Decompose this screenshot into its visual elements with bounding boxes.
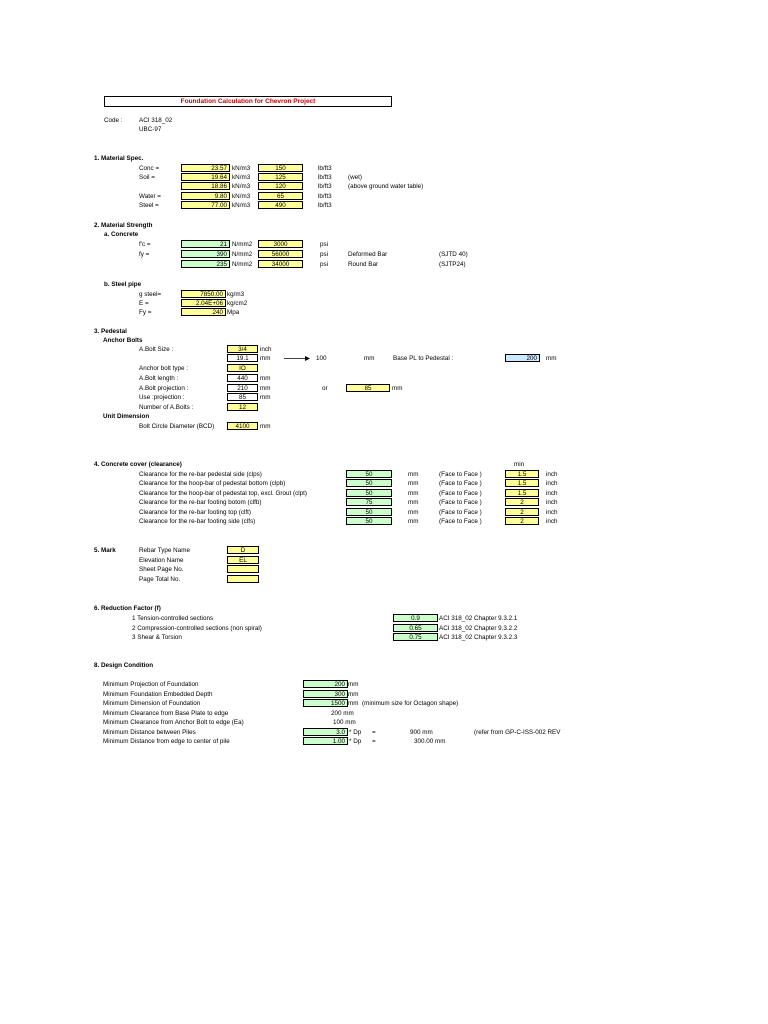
bolt-size-label: A.Bolt Size :: [139, 346, 174, 353]
design-value-cell[interactable]: 3.0: [303, 728, 348, 736]
design-label: Minimum Distance between Piles: [103, 729, 196, 736]
strength-std: (SJTP24): [439, 261, 466, 268]
mark-value-cell[interactable]: [227, 575, 259, 583]
steel-pipe-heading: b. Steel pipe: [104, 281, 142, 288]
cover-min-unit: inch: [546, 490, 558, 497]
spec-imp-cell[interactable]: 120: [258, 182, 303, 190]
bolt-type-label: Anchor bolt type :: [139, 365, 189, 372]
cover-min-unit: inch: [546, 480, 558, 487]
steel-value-cell[interactable]: 240: [181, 308, 226, 316]
spec-imp-unit: lb/ft3: [318, 183, 332, 190]
bcd-value-cell[interactable]: 4100: [227, 422, 258, 430]
reduction-ref: ACI 318_02 Chapter 9.3.2.2: [439, 625, 518, 632]
spec-imp-cell[interactable]: 150: [258, 164, 303, 172]
cover-unit: mm: [408, 509, 419, 516]
strength-si-unit: N/mm2: [232, 261, 253, 268]
cover-value-cell[interactable]: 50: [346, 479, 392, 487]
design-unit: mm: [348, 691, 359, 698]
unit-dimension-heading: Unit Dimension: [103, 413, 150, 420]
bolt-projection-cell[interactable]: 210: [227, 384, 258, 392]
strength-imp-unit: psi: [320, 261, 329, 268]
cover-value-cell[interactable]: 50: [346, 508, 392, 516]
design-eq: =: [372, 738, 376, 745]
cover-min-unit: inch: [546, 509, 558, 516]
strength-si-unit: N/mm2: [232, 251, 253, 258]
design-extra: (minimum size for Octagon shape): [362, 700, 459, 707]
spec-si-cell[interactable]: 19.64: [181, 173, 230, 181]
base-pl-label: Base PL to Pedestal :: [393, 355, 454, 362]
bcd-label: Bolt Circle Diameter (BCD): [139, 423, 215, 430]
cover-row-label: Clearance for the re-bar footing side (clfs): [139, 518, 256, 525]
code-label: Code :: [104, 117, 123, 124]
cover-row-label: Clearance for the hoop-bar of pedestal bottom (clpb): [139, 480, 286, 487]
reduction-label: 1 Tension-controlled sections: [132, 615, 214, 622]
base-pl-unit: mm: [546, 355, 557, 362]
design-label: Minimum Clearance from Anchor Bolt to edge (Ea): [103, 719, 244, 726]
use-projection-label: Use :projection :: [139, 394, 185, 401]
cover-min-cell[interactable]: 2: [505, 508, 539, 516]
reduction-ref: ACI 318_02 Chapter 9.3.2.1: [439, 615, 518, 622]
design-value-cell[interactable]: 200: [303, 680, 348, 688]
bolt-number-label: Number of A.Bolts :: [139, 404, 194, 411]
cover-min-header: min: [514, 461, 525, 468]
spec-si-unit: kN/m3: [232, 183, 251, 190]
design-unit: mm: [348, 700, 359, 707]
cover-min-cell[interactable]: 1.5: [505, 479, 539, 487]
steel-unit: kg/m3: [227, 291, 245, 298]
design-label: Minimum Projection of Foundation: [103, 681, 199, 688]
cover-note: (Face to Face ): [439, 509, 482, 516]
bolt-projection-unit: mm: [260, 385, 271, 392]
bolt-number-cell[interactable]: 12: [227, 403, 258, 411]
steel-unit: kg/cm2: [227, 300, 248, 307]
cover-row-label: Clearance for the re-bar footing top (clft): [139, 509, 251, 516]
bolt-length-label: A.Bolt length :: [139, 375, 179, 382]
cover-unit: mm: [408, 499, 419, 506]
spec-imp-unit: lb/ft3: [318, 202, 332, 209]
strength-imp-unit: psi: [320, 251, 329, 258]
design-heading: 8. Design Condition: [94, 662, 154, 669]
cover-min-cell[interactable]: 2: [505, 517, 539, 525]
cover-value-cell[interactable]: 50: [346, 489, 392, 497]
steel-unit: Mpa: [227, 309, 240, 316]
spec-si-cell[interactable]: 18.86: [181, 182, 230, 190]
spec-label: Steel =: [139, 202, 159, 209]
spec-si-cell[interactable]: 9.80: [181, 192, 230, 200]
or-label: or: [322, 385, 328, 392]
reduction-label: 2 Compression-controlled sections (non spiral): [132, 625, 262, 632]
cover-row-label: Clearance for the hoop-bar of pedestal top, excl. Grout (clpt): [139, 490, 308, 497]
strength-desc: Deformed Bar: [348, 251, 388, 258]
concrete-heading: a. Concrete: [104, 231, 139, 238]
design-label: Minimum Clearance from Base Plate to edge: [103, 710, 229, 717]
bolt-size-inch-unit: inch: [260, 346, 272, 353]
use-projection-cell[interactable]: 85: [227, 393, 258, 401]
bcd-unit: mm: [260, 423, 271, 430]
design-extra: (refer from GP-C-ISS-002 REV: [474, 729, 561, 736]
material-spec-heading: 1. Material Spec.: [94, 155, 144, 162]
cover-value-cell[interactable]: 50: [346, 517, 392, 525]
design-unit: mm: [348, 681, 359, 688]
cover-note: (Face to Face ): [439, 518, 482, 525]
code-value-1: ACI 318_02: [139, 117, 173, 124]
mark-label: Elevation Name: [139, 557, 184, 564]
cover-unit: mm: [408, 480, 419, 487]
cover-min-unit: inch: [546, 471, 558, 478]
or-value-cell[interactable]: 85: [346, 384, 390, 392]
spec-si-unit: kN/m3: [232, 174, 251, 181]
strength-si-unit: N/mm2: [232, 241, 253, 248]
reduction-ref: ACI 318_02 Chapter 9.3.2.3: [439, 634, 518, 641]
bolt-size-mm-unit: mm: [260, 355, 271, 362]
use-projection-unit: mm: [260, 394, 271, 401]
design-result: 900 mm: [410, 729, 433, 736]
cover-note: (Face to Face ): [439, 480, 482, 487]
mark-value-cell[interactable]: [227, 565, 259, 573]
spec-imp-cell[interactable]: 490: [258, 201, 303, 209]
strength-std: (SJTD 40): [439, 251, 468, 258]
pedestal-heading: 3. Pedestal: [94, 328, 127, 335]
reduction-value-cell[interactable]: 0.65: [393, 624, 438, 632]
spec-si-cell[interactable]: 23.57: [181, 164, 230, 172]
anchor-bolts-heading: Anchor Bolts: [103, 337, 143, 344]
mark-label: Sheet Page No.: [139, 566, 184, 573]
design-value-text: 100 mm: [333, 719, 356, 726]
design-value-cell[interactable]: 1500: [303, 699, 348, 707]
mark-label: Rebar Type Name: [139, 547, 190, 554]
design-value-cell[interactable]: 1.00: [303, 737, 348, 745]
or-unit: mm: [392, 385, 403, 392]
bolt-type-cell[interactable]: IO: [227, 364, 258, 372]
cover-min-unit: inch: [546, 518, 558, 525]
cover-row-label: Clearance for the re-bar footing botom (clfb): [139, 499, 262, 506]
cover-row-label: Clearance for the re-bar pedestal side (clps): [139, 471, 262, 478]
cover-min-cell[interactable]: 1.5: [505, 489, 539, 497]
spec-note: (wet): [348, 174, 362, 181]
strength-si-cell[interactable]: 235: [181, 260, 230, 268]
bolt-projection-label: A.Bolt projection :: [139, 385, 189, 392]
cover-min-unit: inch: [546, 499, 558, 506]
design-unit: * Dp: [349, 729, 362, 736]
spec-si-unit: kN/m3: [232, 193, 251, 200]
base-pl-value-cell[interactable]: 200: [505, 354, 540, 362]
mark-label: Page Total No.: [139, 576, 181, 583]
design-result: 300.00 mm: [414, 738, 446, 745]
spec-si-cell[interactable]: 77.00: [181, 201, 230, 209]
material-strength-heading: 2. Material Strength: [94, 222, 153, 229]
code-value-2: UBC-97: [139, 126, 162, 133]
design-label: Minimum Distance from edge to center of pile: [103, 738, 230, 745]
cover-unit: mm: [408, 471, 419, 478]
mark-value-cell[interactable]: EL: [227, 556, 259, 564]
strength-imp-cell[interactable]: 3000: [258, 240, 303, 248]
spec-imp-unit: lb/ft3: [318, 193, 332, 200]
steel-value-cell[interactable]: 2.04E+06: [181, 299, 226, 307]
strength-imp-unit: psi: [320, 241, 329, 248]
spec-imp-cell[interactable]: 65: [258, 192, 303, 200]
arrow-unit: mm: [364, 355, 375, 362]
spec-imp-unit: lb/ft3: [318, 165, 332, 172]
design-value-text: 200 mm: [331, 710, 354, 717]
cover-min-cell[interactable]: 1.5: [505, 470, 539, 478]
cover-value-cell[interactable]: 50: [346, 470, 392, 478]
steel-label: g steel=: [139, 291, 162, 298]
strength-label: f'c =: [139, 241, 151, 248]
strength-label: fy =: [139, 251, 150, 258]
reduction-label: 3 Shear & Torsion: [132, 634, 182, 641]
cover-note: (Face to Face ): [439, 471, 482, 478]
spec-si-unit: kN/m3: [232, 165, 251, 172]
cover-note: (Face to Face ): [439, 490, 482, 497]
reduction-heading: 6. Reduction Factor (f): [94, 605, 161, 612]
strength-desc: Round Bar: [348, 261, 379, 268]
arrow-value: 100: [316, 355, 327, 362]
spec-label: Water =: [139, 193, 161, 200]
arrow-right-icon: [283, 354, 311, 363]
spec-note: (above ground water table): [348, 183, 424, 190]
cover-unit: mm: [408, 518, 419, 525]
strength-imp-cell[interactable]: 56000: [258, 250, 303, 258]
steel-value-cell[interactable]: 7850.00: [181, 290, 226, 298]
design-label: Minimum Foundation Embedded Depth: [103, 691, 213, 698]
design-value-cell[interactable]: 300: [303, 690, 348, 698]
cover-heading: 4. Concrete cover (clearance): [94, 461, 182, 468]
strength-imp-cell[interactable]: 34000: [258, 260, 303, 268]
cover-note: (Face to Face ): [439, 499, 482, 506]
cover-value-cell[interactable]: 75: [346, 498, 392, 506]
spec-si-unit: kN/m3: [232, 202, 251, 209]
bolt-size-mm-cell[interactable]: 19.1: [227, 354, 258, 362]
spec-imp-cell[interactable]: 125: [258, 173, 303, 181]
strength-si-cell[interactable]: 21: [181, 240, 230, 248]
spec-imp-unit: lb/ft3: [318, 174, 332, 181]
cover-min-cell[interactable]: 2: [505, 498, 539, 506]
reduction-value-cell[interactable]: 0.9: [393, 614, 438, 622]
steel-label: E =: [139, 300, 149, 307]
reduction-value-cell[interactable]: 0.75: [393, 633, 438, 641]
mark-value-cell[interactable]: D: [227, 546, 259, 554]
mark-heading: 5. Mark: [94, 547, 116, 554]
bolt-size-inch-cell[interactable]: 3/4: [227, 345, 258, 353]
design-unit: * Dp: [349, 738, 362, 745]
strength-si-cell[interactable]: 390: [181, 250, 230, 258]
document-title: Foundation Calculation for Chevron Project: [104, 96, 392, 107]
design-label: Minimum Dimension of Foundation: [103, 700, 201, 707]
design-eq: =: [372, 729, 376, 736]
spec-label: Conc =: [139, 165, 160, 172]
bolt-length-cell[interactable]: 440: [227, 374, 258, 382]
cover-unit: mm: [408, 490, 419, 497]
steel-label: Fy =: [139, 309, 152, 316]
spec-label: Soil =: [139, 174, 155, 181]
bolt-length-unit: mm: [260, 375, 271, 382]
